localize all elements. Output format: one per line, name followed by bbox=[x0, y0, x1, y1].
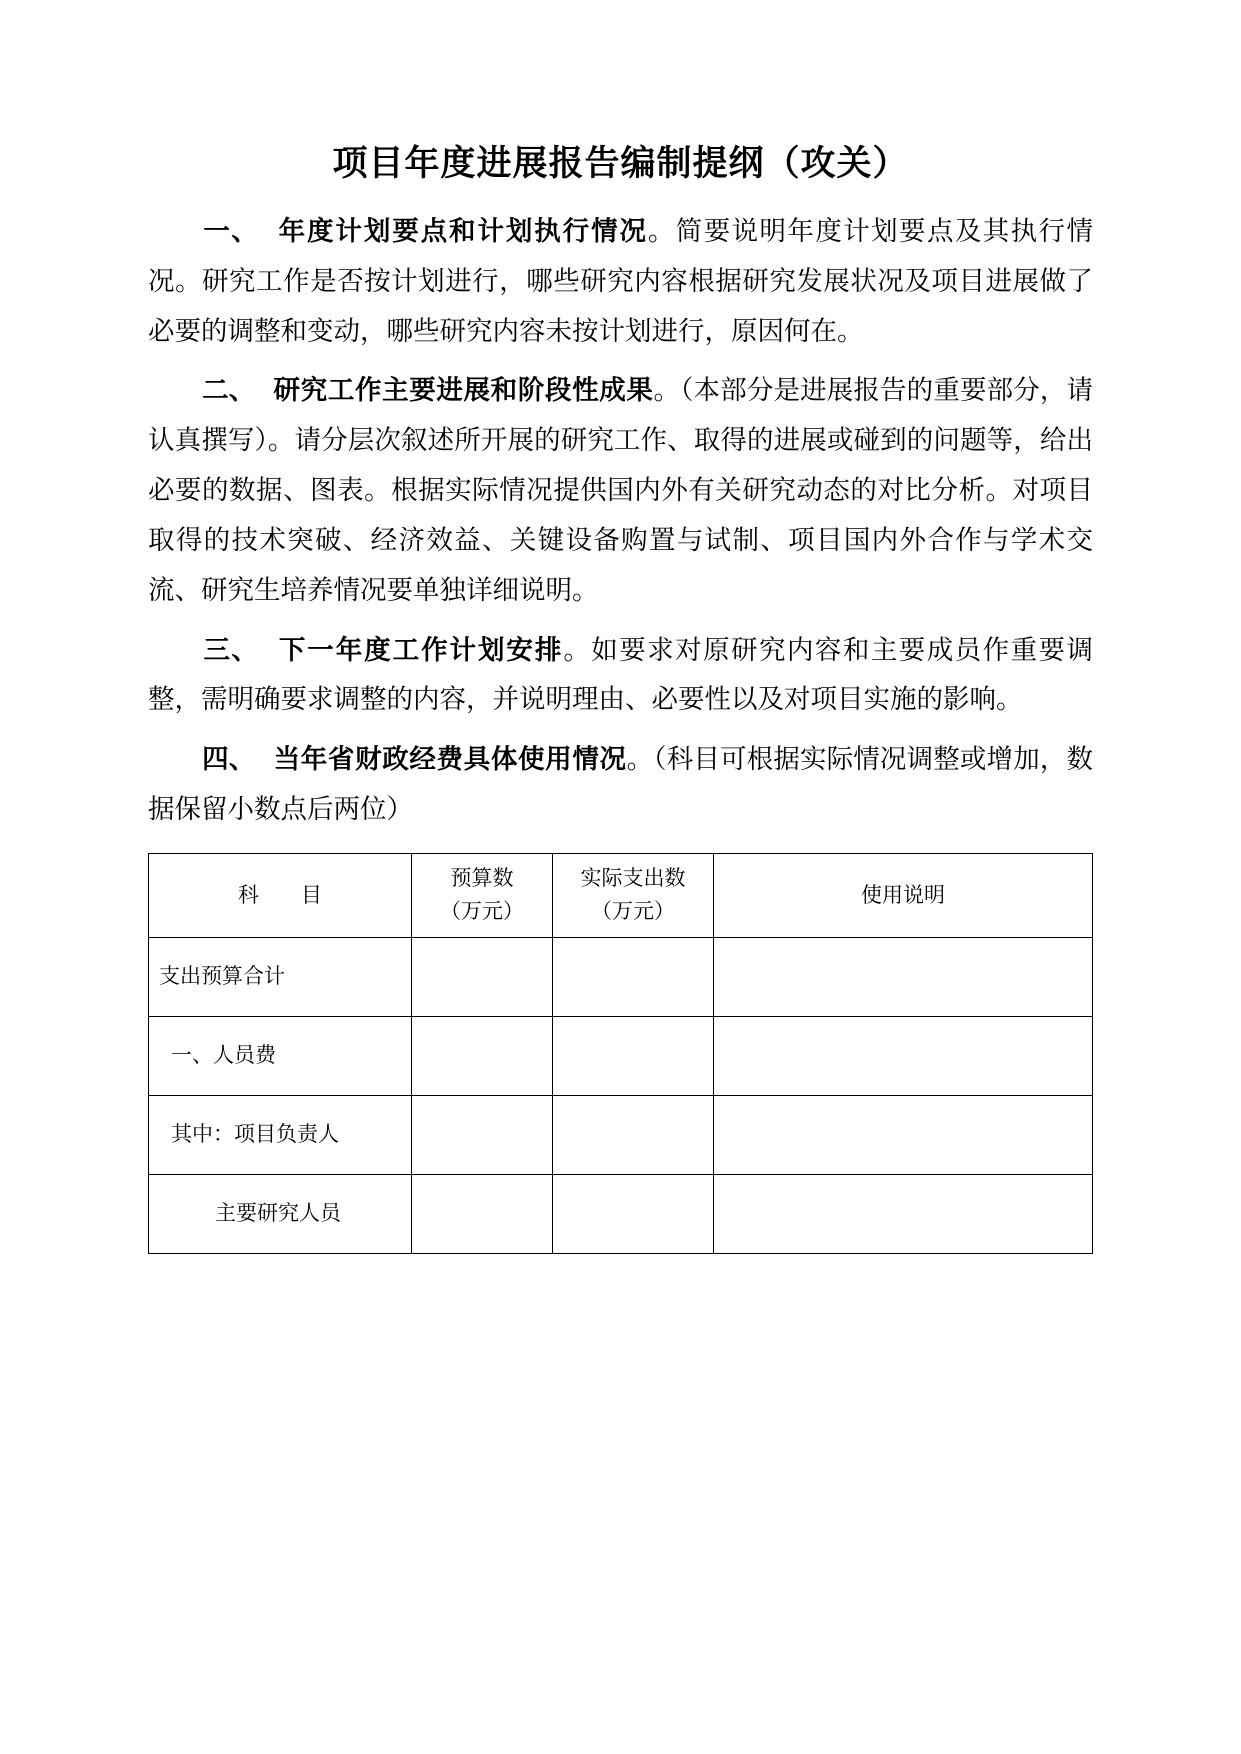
section-number-3: 三、 bbox=[202, 634, 260, 666]
row-actual-main-researchers[interactable] bbox=[553, 1174, 714, 1253]
header-actual-line2: （万元） bbox=[591, 899, 675, 924]
row-label-project-leader: 其中：项目负责人 bbox=[149, 1095, 412, 1174]
page-title: 项目年度进展报告编制提纲（攻关） bbox=[332, 144, 909, 184]
section-heading-4: 当年省财政经费具体使用情况 bbox=[273, 744, 627, 776]
table-header-row bbox=[149, 853, 1093, 937]
row-budget-project-leader[interactable] bbox=[412, 1095, 553, 1174]
header-subject: 科 目 bbox=[149, 853, 412, 937]
header-budget-line2: （万元） bbox=[440, 899, 524, 924]
row-budget-personnel[interactable] bbox=[412, 1016, 553, 1095]
section-body-3: 。如要求对原研究内容和主要成员作重要调整，需明确要求调整的内容，并说明理由、必要性以及对项目实施的影响。 bbox=[148, 634, 1093, 716]
table-row bbox=[149, 1174, 1093, 1253]
row-label-personnel: 一、人员费 bbox=[149, 1016, 412, 1095]
row-budget-main-researchers[interactable] bbox=[412, 1174, 553, 1253]
row-note-personnel[interactable] bbox=[714, 1016, 1093, 1095]
row-note-total[interactable] bbox=[714, 937, 1093, 1016]
row-actual-personnel[interactable] bbox=[553, 1016, 714, 1095]
section-heading-3: 下一年度工作计划安排 bbox=[277, 634, 564, 666]
section-number-1: 一、 bbox=[202, 216, 260, 247]
section-body-1: 。简要说明年度计划要点及其执行情况。研究工作是否按计划进行，哪些研究内容根据研究发展状况及项目进展做了必要的调整和变动，哪些研究内容未按计划进行，原因何在。 bbox=[148, 216, 1093, 347]
section-number-4: 四、 bbox=[202, 744, 256, 776]
budget-table bbox=[148, 853, 1093, 1254]
row-budget-total[interactable] bbox=[412, 937, 553, 1016]
row-actual-total[interactable] bbox=[553, 937, 714, 1016]
section-body-2: 。（本部分是进展报告的重要部分，请认真撰写）。请分层次叙述所开展的研究工作、取得的进展或碰到的问题等，给出必要的数据、图表。根据实际情况提供国内外有关研究动态的对比分析。对项目取得的技术突破、经济效益、关键设备购置与试制、项目国内外合作与学术交流、研究生培养情况要单独详细说明。 bbox=[148, 375, 1094, 606]
section-paragraph-3 bbox=[148, 626, 1093, 726]
header-actual-line1: 实际支出数 bbox=[580, 865, 686, 890]
section-heading-2: 研究工作主要进展和阶段性成果 bbox=[273, 375, 654, 407]
section-heading-1: 年度计划要点和计划执行情况 bbox=[277, 216, 648, 247]
row-label-total: 支出预算合计 bbox=[149, 937, 412, 1016]
section-paragraph-2 bbox=[148, 366, 1093, 615]
section-body-4: 。（科目可根据实际情况调整或增加，数据保留小数点后两位） bbox=[148, 744, 1094, 825]
row-note-main-researchers[interactable] bbox=[714, 1174, 1093, 1253]
row-actual-project-leader[interactable] bbox=[553, 1095, 714, 1174]
header-actual bbox=[553, 853, 714, 937]
row-label-main-researchers: 主要研究人员 bbox=[149, 1174, 412, 1253]
table-row bbox=[149, 937, 1093, 1016]
section-paragraph-1 bbox=[148, 207, 1093, 356]
header-budget bbox=[412, 853, 553, 937]
table-row bbox=[149, 1095, 1093, 1174]
table-row bbox=[149, 1016, 1093, 1095]
section-paragraph-4 bbox=[148, 735, 1093, 835]
header-budget-line1: 预算数 bbox=[450, 865, 514, 890]
row-note-project-leader[interactable] bbox=[714, 1095, 1093, 1174]
section-number-2: 二、 bbox=[202, 375, 256, 407]
header-note: 使用说明 bbox=[714, 853, 1093, 937]
